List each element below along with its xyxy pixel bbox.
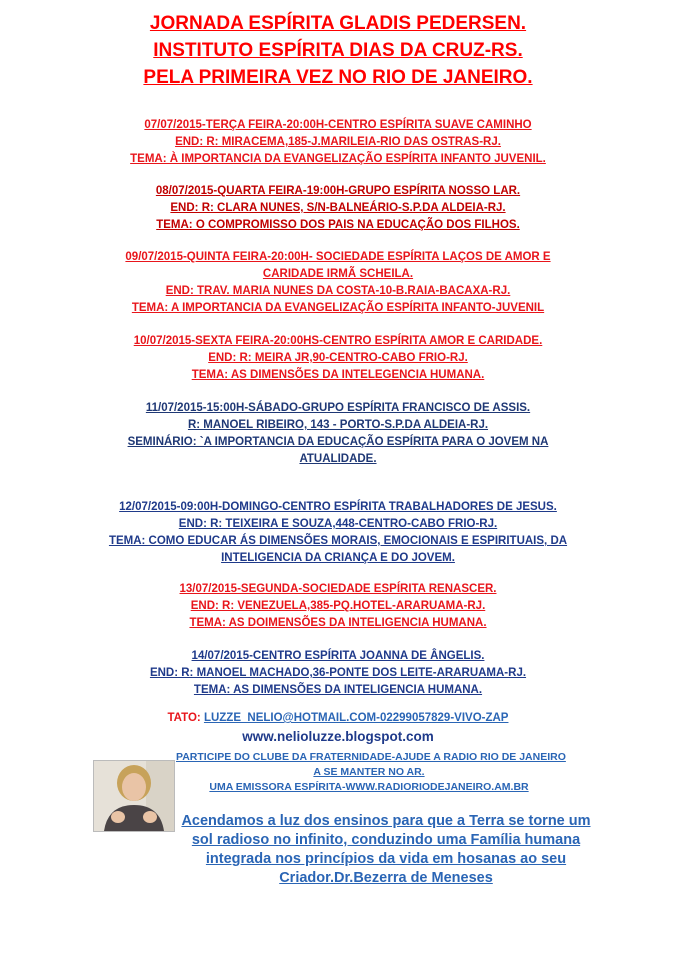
contact-line xyxy=(0,712,676,724)
title-line-2: INSTITUTO ESPÍRITA DIAS DA CRUZ-RS. xyxy=(153,40,523,61)
quote-line-4: Criador.Dr.Bezerra de Meneses xyxy=(279,870,493,886)
title-line-1: JORNADA ESPÍRITA GLADIS PEDERSEN. xyxy=(149,13,527,34)
event-line: ATUALIDADE. xyxy=(299,453,377,465)
event-block-1 xyxy=(0,117,676,168)
event-block-2 xyxy=(0,183,676,234)
event-line: END: R: VENEZUELA,385-PQ.HOTEL-ARARUAMA-RJ. xyxy=(190,600,486,612)
event-line: TEMA: O COMPROMISSO DOS PAIS NA EDUCAÇÃO DOS FILHOS. xyxy=(156,219,520,231)
event-line: TEMA: A IMPORTANCIA DA EVANGELIZAÇÃO ESPÍRITA INFANTO-JUVENIL xyxy=(131,302,545,314)
event-line: 14/07/2015-CENTRO ESPÍRITA JOANNA DE ÂNGELIS. xyxy=(191,650,485,662)
page-title xyxy=(0,10,676,91)
club-line-1: PARTICIPE DO CLUBE DA FRATERNIDADE-AJUDE A RADIO RIO DE JANEIRO xyxy=(176,751,566,763)
event-line: R: MANOEL RIBEIRO, 143 - PORTO-S.P.DA ALDEIA-RJ. xyxy=(187,419,489,431)
event-line: 07/07/2015-TERÇA FEIRA-20:00H-CENTRO ESPÍRITA SUAVE CAMINHO xyxy=(144,119,532,131)
speaker-portrait-image xyxy=(94,761,174,831)
club-line-3: UMA EMISSORA ESPÍRITA-WWW.RADIORIODEJANEIRO.AM.BR xyxy=(209,781,529,793)
contact-label: TATO: xyxy=(167,712,204,724)
event-line: TEMA: AS DIMENSÕES DA INTELEGENCIA HUMANA. xyxy=(191,369,485,381)
club-line-2: A SE MANTER NO AR. xyxy=(313,766,425,778)
event-line: TEMA: AS DIMENSÕES DA INTELIGENCIA HUMANA. xyxy=(193,684,483,696)
event-line: 10/07/2015-SEXTA FEIRA-20:00HS-CENTRO ESPÍRITA AMOR E CARIDADE. xyxy=(133,335,543,347)
event-line: 09/07/2015-QUINTA FEIRA-20:00H- SOCIEDADE ESPÍRITA LAÇOS DE AMOR E xyxy=(125,251,551,263)
event-block-8 xyxy=(0,648,676,699)
event-block-4 xyxy=(0,333,676,384)
event-line: 08/07/2015-QUARTA FEIRA-19:00H-GRUPO ESPÍRITA NOSSO LAR. xyxy=(155,185,521,197)
radio-club-notice[interactable] xyxy=(176,750,566,795)
event-line: END: R: TEIXEIRA E SOUZA,448-CENTRO-CABO FRIO-RJ. xyxy=(178,518,498,530)
speaker-photo xyxy=(93,760,175,832)
event-line: END: TRAV. MARIA NUNES DA COSTA-10-B.RAIA-BACAXA-RJ. xyxy=(165,285,511,297)
event-line: INTELIGENCIA DA CRIANÇA E DO JOVEM. xyxy=(221,552,455,564)
quote-line-3: integrada nos princípios da vida em hosanas ao seu xyxy=(205,851,567,867)
quote-line-1: Acendamos a luz dos ensinos para que a Terra se torne um xyxy=(181,813,591,829)
event-line: TEMA: COMO EDUCAR ÁS DIMENSÕES MORAIS, EMOCIONAIS E ESPIRITUAIS, DA xyxy=(108,535,568,547)
event-line: END: R: MIRACEMA,185-J.MARILEIA-RIO DAS OSTRAS-RJ. xyxy=(175,136,501,148)
event-line: CARIDADE IRMÃ SCHEILA. xyxy=(262,268,414,280)
event-line: 13/07/2015-SEGUNDA-SOCIEDADE ESPÍRITA RENASCER. xyxy=(179,583,497,595)
event-line: TEMA: À IMPORTANCIA DA EVANGELIZAÇÃO ESPÍRITA INFANTO JUVENIL. xyxy=(130,153,546,165)
contact-email-link[interactable]: LUZZE_NELIO@HOTMAIL.COM-02299057829-VIVO-ZAP xyxy=(203,712,509,724)
event-line: END: R: MEIRA JR,90-CENTRO-CABO FRIO-RJ. xyxy=(208,352,468,364)
event-block-3 xyxy=(0,249,676,317)
event-block-7 xyxy=(0,581,676,632)
event-block-5 xyxy=(0,400,676,468)
event-line: TEMA: AS DOIMENSÕES DA INTELIGENCIA HUMANA. xyxy=(189,617,487,629)
title-line-3: PELA PRIMEIRA VEZ NO RIO DE JANEIRO. xyxy=(143,67,533,88)
quote-line-2: sol radioso no infinito, conduzindo uma Família humana xyxy=(191,832,581,848)
event-line: END: R: CLARA NUNES, S/N-BALNEÁRIO-S.P.DA ALDEIA-RJ. xyxy=(170,202,506,214)
event-line: 11/07/2015-15:00H-SÁBADO-GRUPO ESPÍRITA FRANCISCO DE ASSIS. xyxy=(145,402,531,414)
bezerra-quote xyxy=(176,812,596,888)
event-block-6 xyxy=(0,499,676,567)
event-line: END: R: MANOEL MACHADO,36-PONTE DOS LEITE-ARARUAMA-RJ. xyxy=(149,667,527,679)
event-line: SEMINÁRIO: `A IMPORTANCIA DA EDUCAÇÃO ESPÍRITA PARA O JOVEM NA xyxy=(127,436,549,448)
website-link[interactable]: www.nelioluzze.blogspot.com xyxy=(242,729,434,744)
event-line: 12/07/2015-09:00H-DOMINGO-CENTRO ESPÍRITA TRABALHADORES DE JESUS. xyxy=(119,501,557,513)
